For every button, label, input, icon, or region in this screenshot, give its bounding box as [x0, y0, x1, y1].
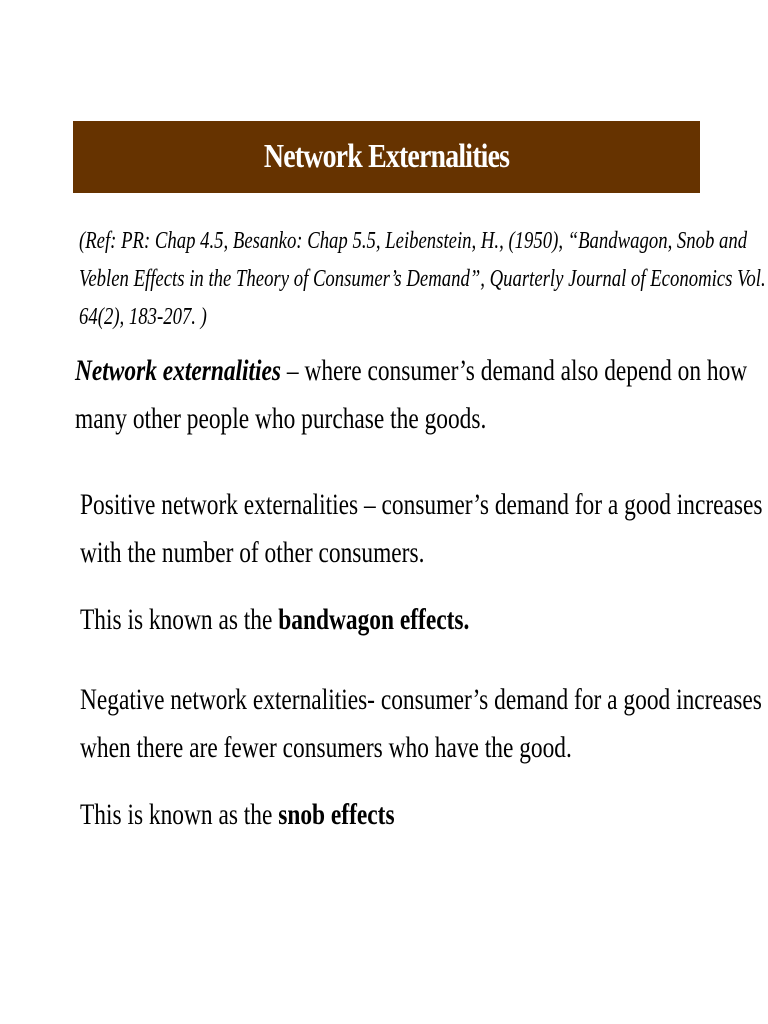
reference-citation: [79, 222, 768, 336]
reference-line-2: Veblen Effects in the Theory of Consumer’s Demand”, Quarterly Journal of Economics Vol.: [79, 266, 766, 292]
page-title: Network Externalities: [263, 138, 510, 175]
definition-text: – where consumer’s demand also depend on how: [281, 354, 748, 387]
reference-line-3: 64(2), 183-207. ): [79, 304, 207, 330]
negative-line-2: when there are fewer consumers who have the good.: [80, 731, 572, 764]
bandwagon-term: bandwagon effects.: [278, 603, 470, 636]
negative-line-1: Negative network externalities- consumer’s demand for a good increases: [80, 683, 762, 716]
snob-paragraph: [80, 791, 483, 839]
positive-line-1: Positive network externalities – consumer’s demand for a good increases: [80, 488, 763, 521]
definition-line-1: [75, 347, 747, 395]
definition-line-2: many other people who purchase the goods.: [75, 402, 487, 435]
negative-externalities-paragraph: [80, 676, 768, 772]
positive-line-2: with the number of other consumers.: [80, 536, 425, 569]
positive-externalities-paragraph: [80, 481, 768, 577]
definition-paragraph: [75, 347, 768, 443]
reference-line-1: (Ref: PR: Chap 4.5, Besanko: Chap 5.5, Leibenstein, H., (1950), “Bandwagon, Snob and: [79, 228, 748, 254]
bandwagon-paragraph: [80, 596, 579, 644]
snob-line: [80, 791, 395, 839]
definition-term: Network externalities: [75, 354, 282, 387]
bandwagon-line: [80, 596, 469, 644]
bandwagon-prefix: This is known as the: [80, 603, 279, 636]
snob-prefix: This is known as the: [80, 798, 279, 831]
title-bar: [73, 121, 700, 193]
snob-term: snob effects: [278, 798, 395, 831]
